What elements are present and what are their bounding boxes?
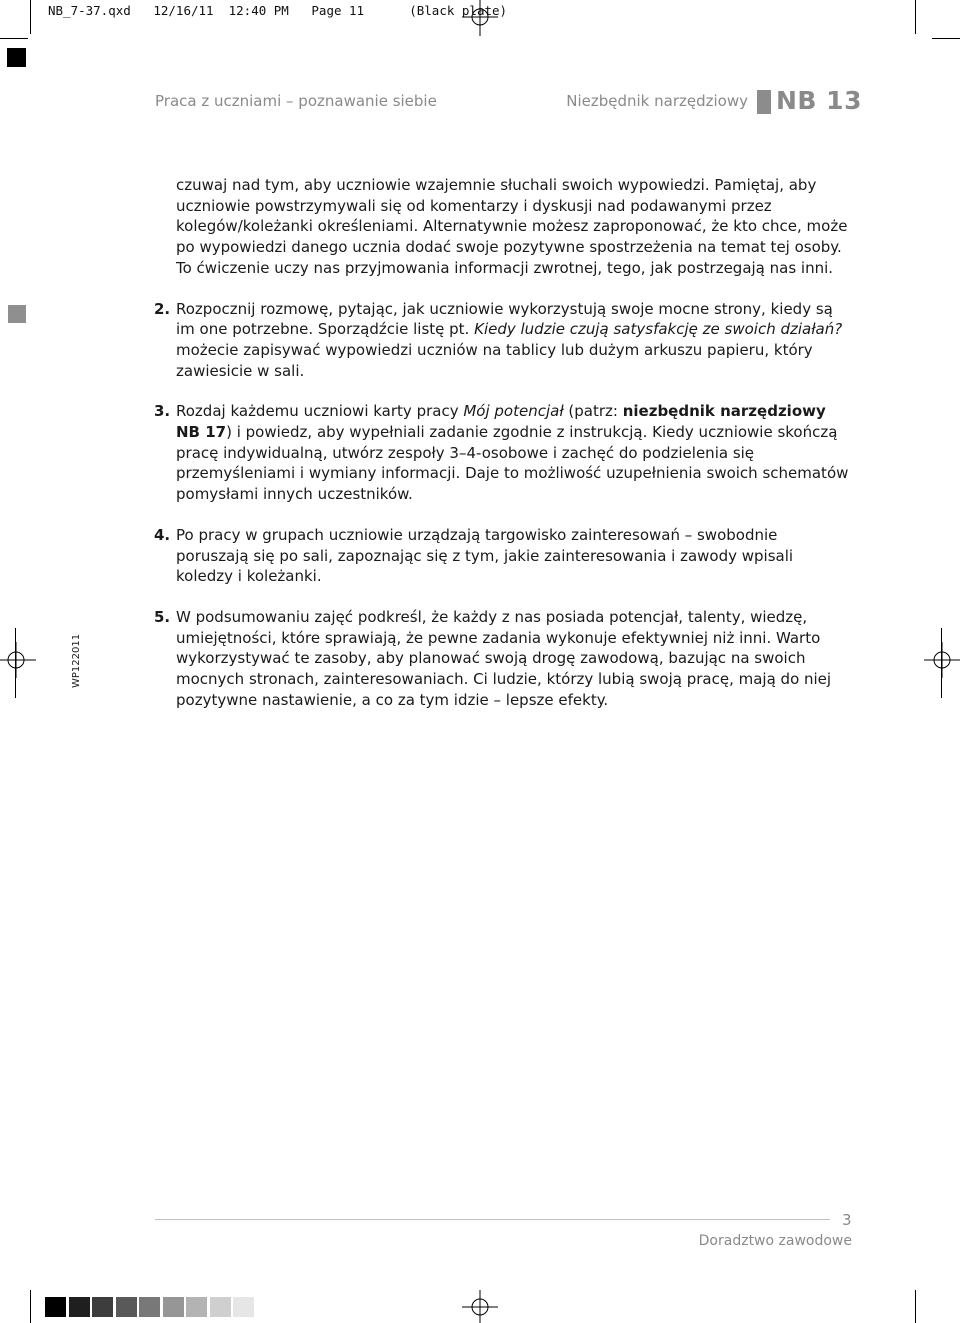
item-italic: Kiedy ludzie czują satysfakcję ze swoich działań? (474, 320, 843, 339)
page-number: 3 (842, 1211, 852, 1229)
item-text: Po pracy w grupach uczniowie urządzają targowisko zainteresowań – swobodnie poruszają się po sali, zapoznając się z tym, jakie zainteresowania i zawody wpisali koledzy i koleżanki. (176, 525, 794, 586)
main-content (154, 175, 852, 730)
crop-mark (941, 628, 942, 698)
badge-number: NB 13 (776, 86, 862, 115)
item-text: Rozdaj każdemu uczniowi karty pracy (176, 402, 464, 421)
color-swatch (210, 1297, 231, 1317)
section-marker-square (8, 305, 26, 323)
list-item (154, 401, 852, 505)
crop-mark (932, 38, 960, 39)
crop-mark (0, 38, 28, 39)
item-number: 2. (154, 299, 171, 318)
item-text: W podsumowaniu zajęć podkreśl, że każdy z nas posiada potencjał, talenty, wiedzę, umiejętności, które sprawiają, że pewne zadania wykonuje efektywniej niż inni. Warto wykorzystywać te zasoby, aby planować swoją drogę zawodową, bazując na swoich mocnych stronach, zainteresowaniach. Ci ludzie, którzy lubią swoją pracę, mają do niej pozytywne nastawienie, a co za tym idzie – lepsze efekty. (176, 607, 832, 709)
corner-black-square (7, 48, 26, 67)
item-text: (patrz: (563, 402, 623, 421)
footer-rule (155, 1219, 830, 1220)
item-text: ) i powiedz, aby wypełniali zadanie zgodnie z instrukcją. Kiedy uczniowie skończą pracę indywidualną, utwórz zespoły 3–4-osobowe i zachęć do podzielenia się przemyśleniami i wymiany informacji. Daje to możliwość uzupełnienia swoich schematów pomysłami innych uczestników. (176, 423, 849, 504)
item-italic: Mój potencjał (463, 402, 564, 421)
registration-mark-top (462, 0, 498, 36)
crop-mark (30, 1290, 31, 1323)
intro-paragraph: czuwaj nad tym, aby uczniowie wzajemnie słuchali swoich wypowiedzi. Pamiętaj, aby uczniowie powstrzymywali się od komentarzy i dyskusji nad podawanymi przez kolegów/koleżanki określeniami. Alternatywnie możesz zaproponować, że kto chce, może po wypowiedzi danego ucznia dodać swoje pozytywne spostrzeżenia na temat tej osoby. To ćwiczenie uczy nas przyjmowania informacji zwrotnej, tego, jak postrzegają nas inni. (176, 176, 848, 277)
item-number: 3. (154, 402, 171, 421)
color-swatch (45, 1297, 66, 1317)
registration-mark-left (0, 642, 36, 678)
badge-bar (757, 90, 771, 114)
item-number: 4. (154, 525, 171, 544)
color-swatch (116, 1297, 137, 1317)
header-section-title: Praca z uczniami – poznawanie siebie (155, 92, 437, 110)
crop-mark (915, 1290, 916, 1323)
color-swatch (69, 1297, 90, 1317)
footer-title: Doradztwo zawodowe (698, 1233, 852, 1249)
list-item (154, 607, 852, 711)
color-swatch (233, 1297, 254, 1317)
crop-mark (15, 628, 16, 698)
color-swatch (139, 1297, 160, 1317)
registration-mark-bottom (462, 1290, 498, 1323)
list-item (154, 525, 852, 587)
list-item (154, 299, 852, 382)
crop-mark (915, 0, 916, 34)
crop-mark (30, 0, 31, 34)
color-swatch (163, 1297, 184, 1317)
item-text: Rozpocznij rozmowę, pytając, jak uczniowie wykorzystują swoje mocne strony, kiedy są im one potrzebne. Sporządźcie listę pt. (176, 299, 833, 339)
item-number: 5. (154, 607, 171, 626)
side-code: WP122011 (71, 633, 82, 688)
slug-line: NB_7-37.qxd 12/16/11 12:40 PM Page 11 (Black plate) (48, 3, 508, 18)
registration-mark-right (924, 642, 960, 678)
item-bold-reference: niezbędnik narzędziowy NB 17 (176, 402, 826, 442)
color-swatch (92, 1297, 113, 1317)
color-swatch (186, 1297, 207, 1317)
header-toolkit-label: Niezbędnik narzędziowy (566, 92, 748, 110)
item-text: możecie zapisywać wypowiedzi uczniów na tablicy lub dużym arkuszu papieru, który zawiesicie w sali. (176, 340, 813, 380)
